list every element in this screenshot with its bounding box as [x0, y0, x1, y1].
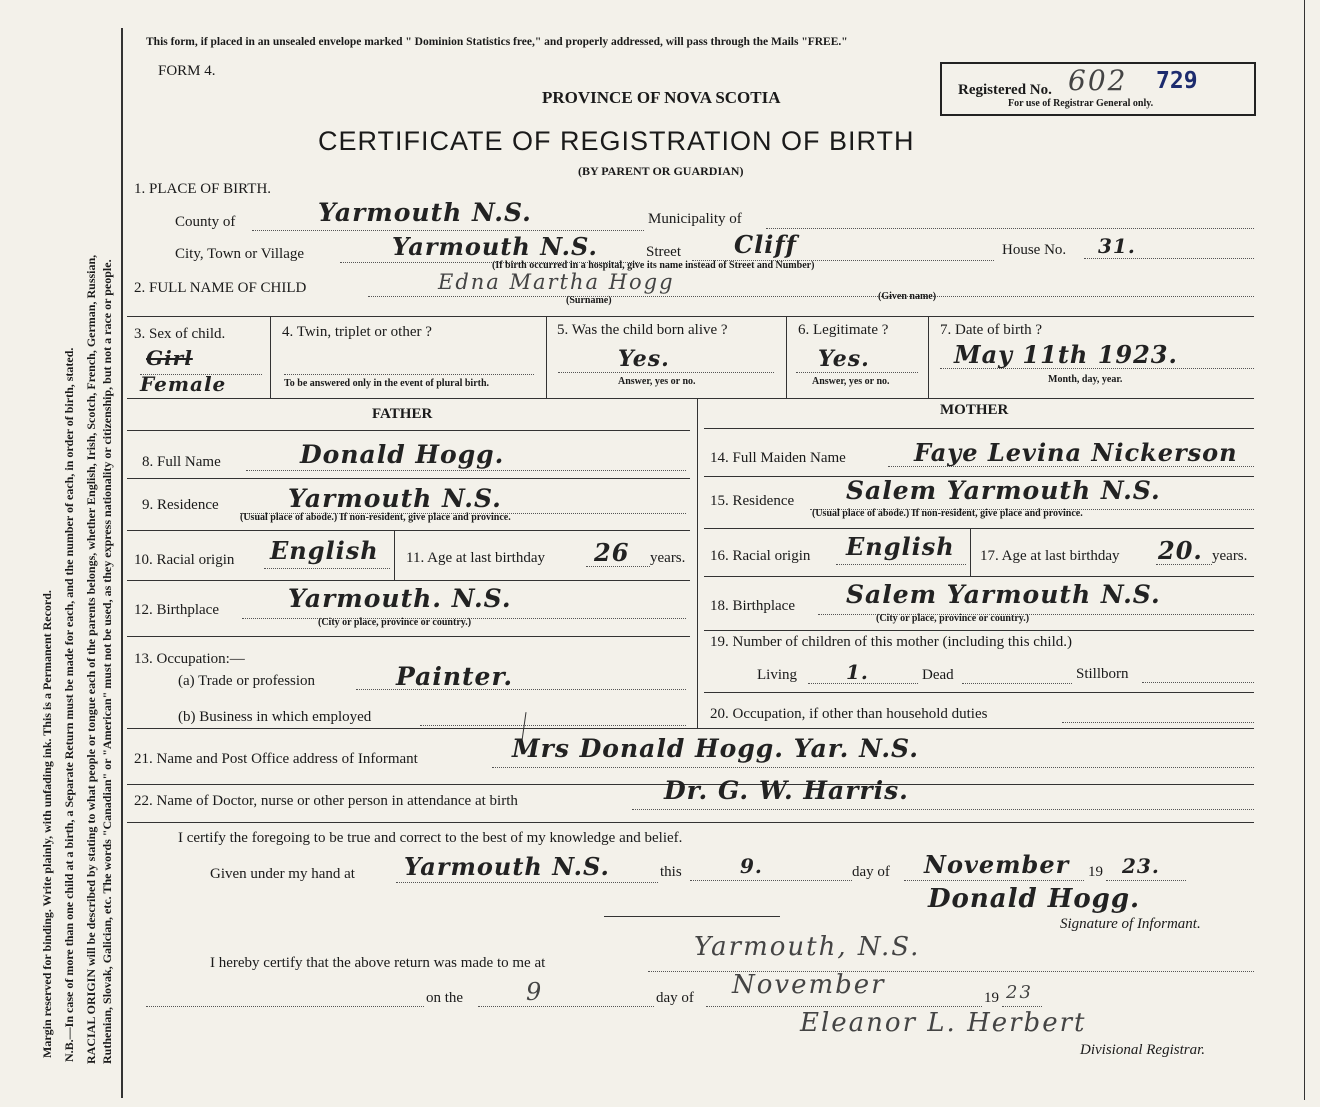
county-label: County of [175, 214, 236, 230]
registrar-on-the-label: on the [426, 990, 464, 1006]
father-heading: FATHER [372, 406, 433, 422]
certificate-title: CERTIFICATE OF REGISTRATION OF BIRTH [318, 126, 915, 156]
father-age-label: 11. Age at last birthday [406, 550, 545, 566]
father-name-label: 8. Full Name [142, 454, 221, 470]
form-number: FORM 4. [158, 63, 216, 79]
living-label: Living [757, 667, 797, 683]
mother-birthplace-label: 18. Birthplace [710, 598, 795, 614]
margin-note-4: Ruthenian, Slovak, Galician, etc. The words "Canadian" or "American" must not be used, as they express nationality or citizenship, but not a race or people. [100, 259, 114, 1064]
given-month-value: November [924, 850, 1070, 879]
registered-label: Registered No. [958, 82, 1052, 98]
house-value: 31. [1098, 234, 1136, 258]
mother-name-label: 14. Full Maiden Name [710, 450, 846, 466]
mother-residence-label: 15. Residence [710, 493, 795, 509]
right-edge-rule [1304, 0, 1305, 1100]
street-label: Street [646, 244, 681, 260]
dob-label: 7. Date of birth ? [940, 322, 1043, 338]
given-place-value: Yarmouth N.S. [404, 852, 610, 881]
registrar-dayof-label: day of [656, 990, 694, 1006]
child-name-value: Edna Martha Hogg [438, 270, 675, 294]
legitimate-value: Yes. [818, 346, 870, 372]
business-label: (b) Business in which employed [178, 709, 372, 725]
sex-value: Female [140, 372, 227, 396]
certify-statement: I certify the foregoing to be true and correct to the best of my knowledge and belief. [178, 830, 683, 846]
father-residence-value: Yarmouth N.S. [288, 484, 502, 513]
house-label: House No. [1002, 242, 1067, 258]
county-value: Yarmouth N.S. [318, 198, 532, 227]
father-age-value: 26 [594, 538, 630, 567]
province-heading: PROVINCE OF NOVA SCOTIA [542, 88, 781, 107]
street-value: Cliff [734, 230, 797, 259]
given-dayof-label: day of [852, 864, 890, 880]
legitimate-answer-note: Answer, yes or no. [812, 376, 890, 387]
informant-label: 21. Name and Post Office address of Informant [134, 751, 418, 767]
given-day-value: 9. [740, 854, 763, 878]
alive-answer-note: Answer, yes or no. [618, 376, 696, 387]
margin-note-2: N.B.—In case of more than one child at a birth, a Separate Return must be made for each, and the number of each, in order of birth, stated. [62, 347, 76, 1062]
registrar-year-prefix: 19 [984, 990, 999, 1006]
margin-rule [121, 28, 123, 1098]
city-value: Yarmouth N.S. [392, 232, 598, 261]
mother-heading: MOTHER [940, 402, 1009, 418]
trade-value: Painter. [396, 662, 514, 691]
father-abode-note: (Usual place of abode.) If non-resident, give place and province. [240, 512, 511, 523]
mother-name-value: Faye Levina Nickerson [914, 438, 1238, 467]
certificate-subtitle: (BY PARENT OR GUARDIAN) [578, 164, 744, 178]
father-race-label: 10. Racial origin [134, 552, 235, 568]
mother-race-value: English [846, 532, 955, 561]
place-section-label: 1. PLACE OF BIRTH. [134, 181, 272, 197]
dob-value: May 11th 1923. [954, 340, 1178, 369]
children-count-label: 19. Number of children of this mother (including this child.) [710, 634, 1073, 650]
child-name-label: 2. FULL NAME OF CHILD [134, 280, 307, 296]
informant-value: Mrs Donald Hogg. Yar. N.S. [512, 734, 919, 763]
father-birthplace-value: Yarmouth. N.S. [288, 584, 512, 613]
registrar-day-value: 9 [526, 978, 544, 1006]
mother-age-label: 17. Age at last birthday [980, 548, 1120, 564]
informant-signature: Donald Hogg. [928, 884, 1141, 914]
mother-residence-value: Salem Yarmouth N.S. [846, 476, 1161, 505]
father-birthplace-label: 12. Birthplace [134, 602, 219, 618]
alive-value: Yes. [618, 346, 670, 372]
registrar-signature: Eleanor L. Herbert [800, 1008, 1087, 1038]
surname-note: (Surname) [566, 295, 612, 306]
doctor-label: 22. Name of Doctor, nurse or other person in attendance at birth [134, 793, 518, 809]
sex-struck: Girl [146, 346, 193, 370]
dead-label: Dead [922, 667, 954, 683]
father-years-label: years. [650, 550, 686, 566]
mother-years-label: years. [1212, 548, 1248, 564]
twin-note: To be answered only in the event of plural birth. [284, 378, 490, 389]
city-label: City, Town or Village [175, 246, 305, 262]
mother-race-label: 16. Racial origin [710, 548, 811, 564]
dob-note: Month, day, year. [1048, 374, 1123, 385]
registrar-place-value: Yarmouth, N.S. [694, 932, 921, 962]
father-residence-label: 9. Residence [142, 497, 219, 513]
registered-box [940, 62, 1256, 116]
stillborn-label: Stillborn [1076, 666, 1129, 682]
twin-label: 4. Twin, triplet or other ? [282, 324, 432, 340]
father-occupation-label: 13. Occupation:— [134, 651, 245, 667]
mother-age-value: 20. [1158, 536, 1203, 565]
father-name-value: Donald Hogg. [300, 440, 505, 469]
legitimate-label: 6. Legitimate ? [798, 322, 889, 338]
registrar-statement: I hereby certify that the above return was made to me at [210, 955, 546, 971]
trade-label: (a) Trade or profession [178, 673, 316, 689]
alive-label: 5. Was the child born alive ? [557, 322, 728, 338]
given-under-label: Given under my hand at [210, 866, 355, 882]
hospital-note: (If birth occurred in a hospital, give its name instead of Street and Number) [492, 260, 815, 271]
mother-birthplace-note: (City or place, province or country.) [876, 613, 1030, 624]
doctor-value: Dr. G. W. Harris. [664, 776, 909, 805]
given-year-prefix: 19 [1088, 864, 1103, 880]
father-race-value: English [270, 536, 379, 565]
this-label: this [660, 864, 682, 880]
mother-occupation-label: 20. Occupation, if other than household duties [710, 706, 988, 722]
registrar-month-value: November [732, 970, 886, 1000]
informant-signature-caption: Signature of Informant. [1060, 916, 1201, 932]
registrar-note: For use of Registrar General only. [1008, 98, 1154, 109]
registered-stamp: 729 [1156, 68, 1198, 94]
father-birthplace-note: (City or place, province or country.) [318, 617, 472, 628]
given-name-note: (Given name) [878, 291, 937, 302]
registrar-year-value: 23 [1006, 982, 1033, 1003]
mother-abode-note: (Usual place of abode.) If non-resident, give place and province. [812, 508, 1083, 519]
margin-note-1: Margin reserved for binding. Write plainly, with unfading ink. This is a Permanent Record. [40, 590, 54, 1058]
mother-birthplace-value: Salem Yarmouth N.S. [846, 580, 1161, 609]
margin-note-3: RACIAL ORIGIN will be described by stating to what people or tongue each of the parents belongs, whether English, Irish, Scotch, French, German, Russian, [84, 254, 98, 1064]
given-year-value: 23. [1122, 854, 1160, 878]
margin-notes [0, 0, 128, 1107]
registrar-caption: Divisional Registrar. [1080, 1042, 1206, 1058]
municipality-label: Municipality of [648, 211, 742, 227]
living-value: 1. [846, 660, 869, 684]
registered-handwritten: 602 [1068, 64, 1128, 97]
mail-note: This form, if placed in an unsealed envelope marked " Dominion Statistics free," and properly addressed, will pass through the Mails "FREE." [146, 36, 848, 48]
sex-label: 3. Sex of child. [134, 326, 226, 342]
